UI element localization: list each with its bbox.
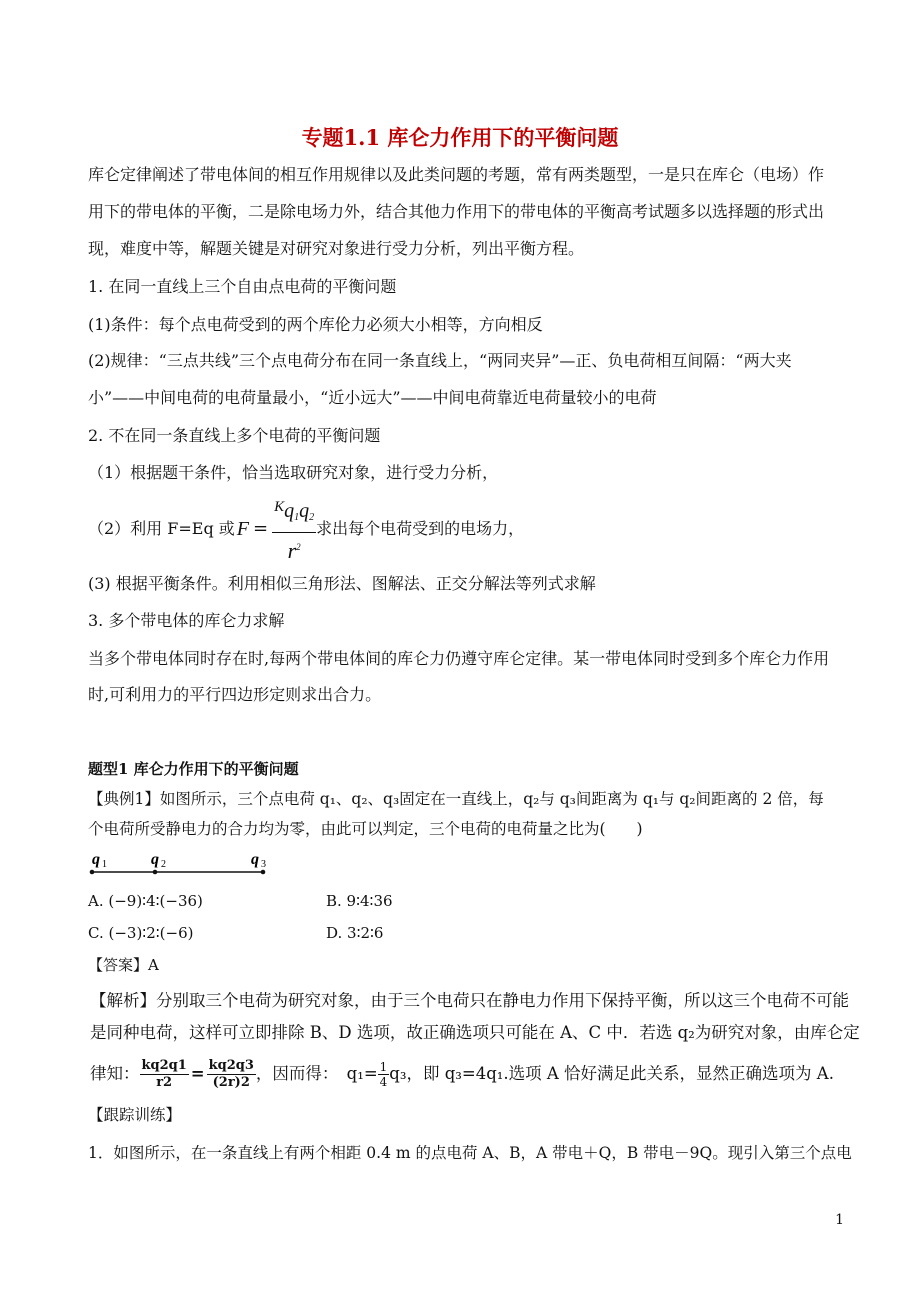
option-b: B. 9∶4∶36 xyxy=(326,892,393,910)
page-title: 专题1.1 库仑力作用下的平衡问题 xyxy=(301,125,619,150)
intro-line-1: 库仑定律阐述了带电体间的相互作用规律以及此类问题的考题，常有两类题型，一是只在库仑（电场）作 xyxy=(88,165,825,184)
fraction-1 xyxy=(140,1058,189,1091)
formula-k: K xyxy=(274,499,285,515)
intro-line-2: 用下的带电体的平衡，二是除电场力外，结合其他力作用下的带电体的平衡高考试题多以选择题的形式出 xyxy=(88,202,825,221)
fraction-3-numerator: 1 xyxy=(379,1059,388,1074)
option-d: D. 3∶2∶6 xyxy=(326,924,384,942)
fraction-3-denominator: 4 xyxy=(379,1074,388,1089)
formula-q2-sub: 2 xyxy=(309,512,315,523)
analysis-line-3 xyxy=(90,1052,834,1096)
question-type-heading: 题型1 库仑力作用下的平衡问题 xyxy=(88,760,299,778)
section-1-rule-line-1: (2)规律：“三点共线”三个点电荷分布在同一条直线上，“两同夹异”—正、负电荷相互间隔：“两大夹 xyxy=(88,351,792,370)
analysis-line-1: 【解析】分别取三个电荷为研究对象，由于三个电荷只在静电力作用下保持平衡，所以这三个电荷不可能 xyxy=(90,991,849,1010)
step-2-prefix: （2）利用 F=Eq 或 xyxy=(88,519,235,538)
label-q1-sub: 1 xyxy=(102,859,107,870)
formula-r: r xyxy=(287,538,297,563)
option-c: C. (−3)∶2∶(−6) xyxy=(88,924,194,942)
formula-lhs: F xyxy=(236,518,250,540)
label-q3: q xyxy=(251,851,259,868)
formula-q1: q xyxy=(284,500,295,522)
section-3-line-2: 时,可利用力的平行四边形定则求出合力。 xyxy=(88,685,382,704)
fraction-2-numerator: kq2q3 xyxy=(208,1057,254,1073)
charge-line-diagram xyxy=(88,850,288,882)
follow-up-heading: 【跟踪训练】 xyxy=(88,1106,182,1124)
coulomb-formula xyxy=(272,493,316,565)
formula-q2: q xyxy=(299,500,310,522)
section-3-line-1: 当多个带电体同时存在时,每两个带电体间的库仑力仍遵守库仑定律。某一带电体同时受到多个库仑力作用 xyxy=(88,649,830,668)
section-3-heading: 3. 多个带电体的库仑力求解 xyxy=(88,611,285,630)
follow-up-question-1: 1．如图所示，在一条直线上有两个相距 0.4 m 的点电荷 A、B，A 带电＋Q，B 带电－9Q。现引入第三个点电 xyxy=(88,1144,852,1162)
section-2-step-2 xyxy=(88,497,524,561)
page-number: 1 xyxy=(835,1212,844,1228)
answer: 【答案】A xyxy=(88,956,159,974)
analysis-line-2: 是同种电荷，这样可立即排除 B、D 选项，故正确选项只可能在 A、C 中．若选 q₂为研究对象，由库仑定 xyxy=(90,1023,860,1042)
fraction-3 xyxy=(378,1060,390,1089)
charge-dot-q1 xyxy=(90,870,95,875)
label-q2-sub: 2 xyxy=(161,859,166,870)
section-2-step-1: （1）根据题干条件，恰当选取研究对象，进行受力分析， xyxy=(88,463,499,482)
fraction-2-denominator: (2r)2 xyxy=(212,1074,250,1090)
formula-denominator xyxy=(272,533,316,565)
charge-line-svg xyxy=(88,850,288,878)
label-q1: q xyxy=(92,851,100,868)
fraction-1-denominator: r2 xyxy=(156,1074,173,1090)
charge-dot-q3 xyxy=(261,870,266,875)
formula-q1-sub: 1 xyxy=(294,512,300,523)
intro-line-3: 现，难度中等，解题关键是对研究对象进行受力分析，列出平衡方程。 xyxy=(88,239,585,258)
label-q3-sub: 3 xyxy=(261,859,266,870)
example-1-line-2: 个电荷所受静电力的合力均为零，由此可以判定，三个电荷的电荷量之比为( ) xyxy=(88,820,643,838)
formula-eq: = xyxy=(253,518,269,539)
charge-dot-q2 xyxy=(153,870,158,875)
step-2-suffix: 求出每个电荷受到的电场力， xyxy=(316,519,525,538)
section-1-heading: 1. 在同一直线上三个自由点电荷的平衡问题 xyxy=(88,277,397,296)
analysis-line-3-prefix: 律知： xyxy=(90,1064,140,1083)
example-1-line-1: 【典例1】如图所示，三个点电荷 q₁、q₂、q₃固定在一直线上，q₂与 q₃间距离为 q₁与 q₂间距离的 2 倍，每 xyxy=(88,790,824,808)
fraction-2 xyxy=(207,1058,256,1091)
section-1-condition: (1)条件：每个点电荷受到的两个库伦力必须大小相等，方向相反 xyxy=(88,315,543,334)
section-1-rule-line-2: 小”——中间电荷的电荷量最小，“近小远大”——中间电荷靠近电荷量较小的电荷 xyxy=(88,388,657,407)
analysis-line-3-suffix: q₃，即 q₃=4q₁.选项 A 恰好满足此关系，显然正确选项为 A. xyxy=(389,1064,834,1083)
analysis-line-3-mid: ，因而得： q₁= xyxy=(255,1064,378,1083)
fraction-equals: = xyxy=(190,1064,205,1083)
label-q2: q xyxy=(151,851,159,868)
formula-numerator xyxy=(272,493,316,533)
section-2-step-3: (3) 根据平衡条件。利用相似三角形法、图解法、正交分解法等列式求解 xyxy=(88,574,596,593)
section-2-heading: 2. 不在同一条直线上多个电荷的平衡问题 xyxy=(88,426,381,445)
formula-r-sup: 2 xyxy=(296,542,301,552)
option-a: A. (−9)∶4∶(−36) xyxy=(88,892,203,910)
fraction-1-numerator: kq2q1 xyxy=(141,1057,187,1073)
